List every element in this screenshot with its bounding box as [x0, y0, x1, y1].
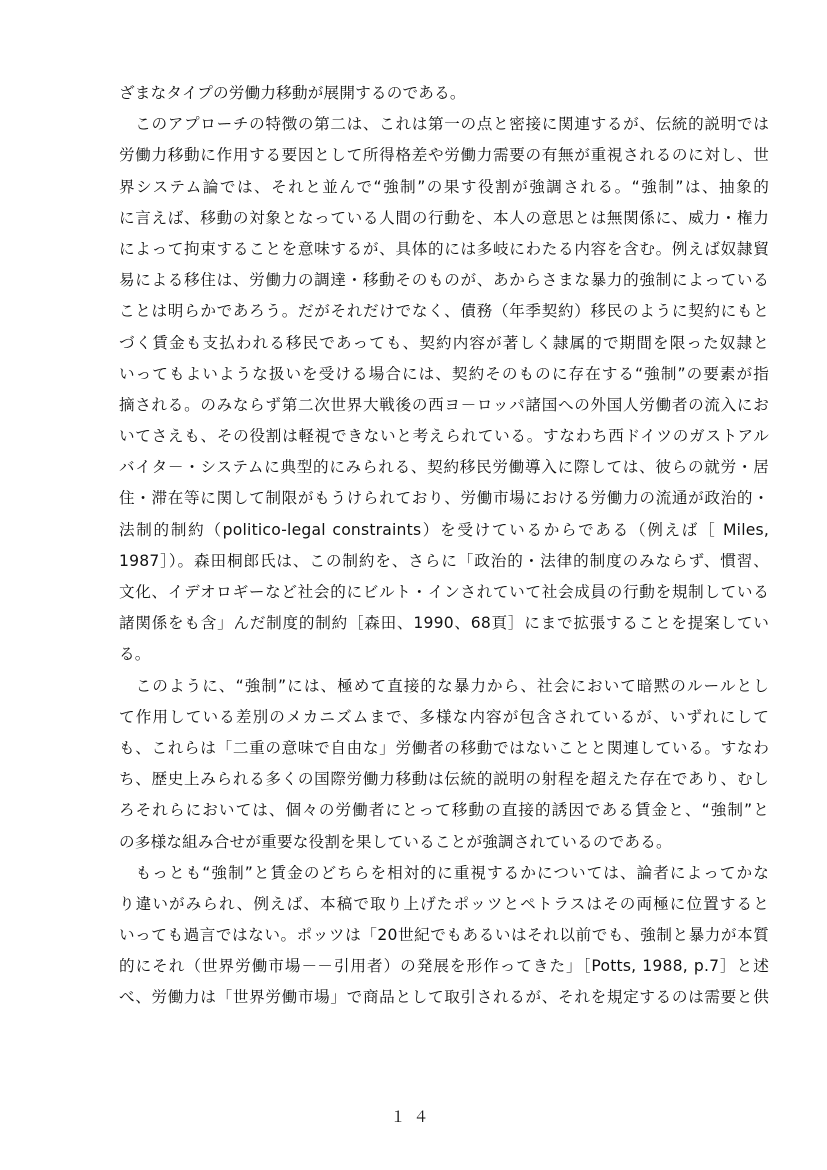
text-line: いっても過言ではない。ポッツは「20世紀でもあるいはそれ以前でも、強制と暴力が本質: [119, 926, 769, 945]
text-line: る。: [119, 645, 151, 664]
text-line: 住・滞在等に関して制限がもうけられており、労働市場における労働力の流通が政治的・: [119, 489, 769, 508]
text-line: り違いがみられ、例えば、本稿で取り上げたポッツとペトラスはその両極に位置すると: [119, 894, 769, 913]
text-line: 界システム論では、それと並んで“強制”の果す役割が強調される。“強制”は、抽象的: [119, 177, 769, 196]
text-line: このように、“強制”には、極めて直接的な暴力から、社会において暗黙のルールとし: [119, 676, 769, 695]
text-line: 文化、イデオロギーなど社会的にビルト・インされていて社会成員の行動を規制している: [119, 583, 769, 601]
text-line: 法制的制約（politico-legal constraints）を受けているからである（例えば［ Miles,: [119, 520, 769, 539]
page-number: １４: [390, 1108, 437, 1126]
text-line: 諸関係をも含」んだ制度的制約［森田、1990、68頁］にまで拡張することを提案してい: [119, 614, 769, 633]
text-line: バイタ－・システムに典型的にみられる、契約移民労働導入に際しては、彼らの就労・居: [119, 458, 769, 477]
text-line: も、これらは「二重の意味で自由な」労働者の移動ではないことと関連している。すなわ: [119, 738, 769, 757]
text-line: ろそれらにおいては、個々の労働者にとって移動の直接的誘因である賃金と、“強制”と: [119, 801, 769, 820]
text-line: 1987］）。森田桐郎氏は、この制約を、さらに「政治的・法律的制度のみならず、慣習、: [119, 551, 769, 570]
text-line: の多様な組み合せが重要な役割を果していることが強調されているのである。: [119, 832, 672, 851]
text-line: いてさえも、その役割は軽視できないと考えられている。すなわち西ドイツのガストアル: [119, 427, 769, 446]
text-line: によって拘束することを意味するが、具体的には多岐にわたる内容を含む。例えば奴隷貿: [119, 239, 769, 258]
body-text: [119, 78, 769, 1014]
text-line: 的にそれ（世界労働市場－－引用者）の発展を形作ってきた」［Potts, 1988, p.7］と述: [119, 957, 769, 976]
text-line: いってもよいような扱いを受ける場合には、契約そのものに存在する“強制”の要素が指: [119, 364, 769, 383]
text-line: て作用している差別のメカニズムまで、多様な内容が包含されているが、いずれにして: [119, 707, 769, 726]
text-line: もっとも“強制”と賃金のどちらを相対的に重視するかについては、論者によってかな: [119, 863, 769, 882]
text-line: づく賃金も支払われる移民であっても、契約内容が著しく隷属的で期間を限った奴隷と: [119, 333, 769, 352]
text-line: ち、歴史上みられる多くの国際労働力移動は伝統的説明の射程を超えた存在であり、むし: [119, 770, 769, 789]
text-line: ざまなタイプの労働力移動が展開するのである。: [119, 84, 466, 102]
text-line: 労働力移動に作用する要因として所得格差や労働力需要の有無が重視されるのに対し、世: [119, 146, 769, 165]
text-line: ことは明らかであろう。だがそれだけでなく、債務（年季契約）移民のように契約にもと: [119, 302, 769, 321]
text-line: に言えば、移動の対象となっている人間の行動を、本人の意思とは無関係に、威力・権力: [119, 208, 769, 227]
text-line: べ、労働力は「世界労働市場」で商品として取引されるが、それを規定するのは需要と供: [119, 988, 769, 1007]
text-line: このアプローチの特徴の第二は、これは第一の点と密接に関連するが、伝統的説明では: [119, 115, 769, 134]
text-line: 摘される。のみならず第二次世界大戦後の西ヨ－ロッパ諸国への外国人労働者の流入にお: [119, 395, 769, 414]
text-line: 易による移住は、労働力の調達・移動そのものが、あからさまな暴力的強制によっている: [119, 271, 769, 290]
